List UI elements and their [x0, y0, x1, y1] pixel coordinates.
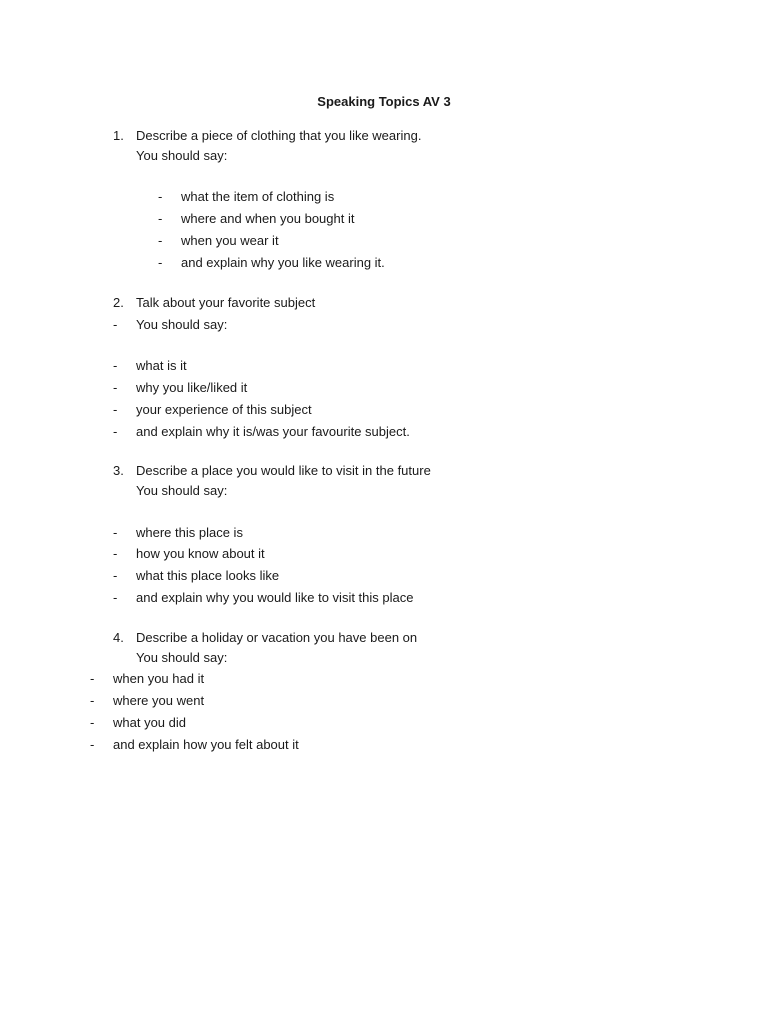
- bullet-dash: -: [90, 715, 95, 730]
- bullet-dash: -: [113, 525, 118, 540]
- bullet-dash: -: [158, 233, 163, 248]
- list-item: what is it: [136, 358, 187, 373]
- list-item: how you know about it: [136, 546, 265, 561]
- list-item: what this place looks like: [136, 568, 280, 583]
- list-item: what you did: [113, 715, 186, 730]
- bullet-dash: -: [113, 590, 118, 605]
- topic-should-say: You should say:: [136, 317, 228, 332]
- bullet-dash: -: [158, 189, 163, 204]
- list-item: what the item of clothing is: [181, 189, 335, 204]
- bullet-dash: -: [113, 317, 118, 332]
- bullet-dash: -: [158, 211, 163, 226]
- list-item: when you had it: [113, 671, 205, 686]
- list-item: and explain why it is/was your favourite subject.: [136, 424, 410, 439]
- topic-prompt: Describe a piece of clothing that you like wearing.: [136, 128, 422, 143]
- topic-prompt: Describe a holiday or vacation you have been on: [136, 630, 418, 645]
- bullet-dash: -: [90, 693, 95, 708]
- document-title: Speaking Topics AV 3: [317, 94, 451, 109]
- bullet-dash: -: [90, 671, 95, 686]
- topic-number: 4.: [113, 630, 124, 645]
- list-item: and explain why you like wearing it.: [181, 255, 385, 270]
- bullet-dash: -: [113, 402, 118, 417]
- topic-prompt: Talk about your favorite subject: [136, 295, 316, 310]
- list-item: your experience of this subject: [136, 402, 312, 417]
- bullet-dash: -: [113, 380, 118, 395]
- list-item: and explain why you would like to visit this place: [136, 590, 414, 605]
- bullet-dash: -: [90, 737, 95, 752]
- topic-number: 3.: [113, 463, 124, 478]
- topic-should-say: You should say:: [136, 650, 228, 665]
- bullet-dash: -: [113, 568, 118, 583]
- topic-should-say: You should say:: [136, 483, 228, 498]
- list-item: when you wear it: [181, 233, 279, 248]
- list-item: where this place is: [136, 525, 243, 540]
- list-item: where and when you bought it: [181, 211, 355, 226]
- topic-prompt: Describe a place you would like to visit in the future: [136, 463, 431, 478]
- bullet-dash: -: [158, 255, 163, 270]
- topic-should-say: You should say:: [136, 148, 228, 163]
- topic-number: 2.: [113, 295, 124, 310]
- list-item: why you like/liked it: [136, 380, 248, 395]
- topic-number: 1.: [113, 128, 124, 143]
- bullet-dash: -: [113, 424, 118, 439]
- list-item: where you went: [113, 693, 205, 708]
- bullet-dash: -: [113, 358, 118, 373]
- bullet-dash: -: [113, 546, 118, 561]
- list-item: and explain how you felt about it: [113, 737, 299, 752]
